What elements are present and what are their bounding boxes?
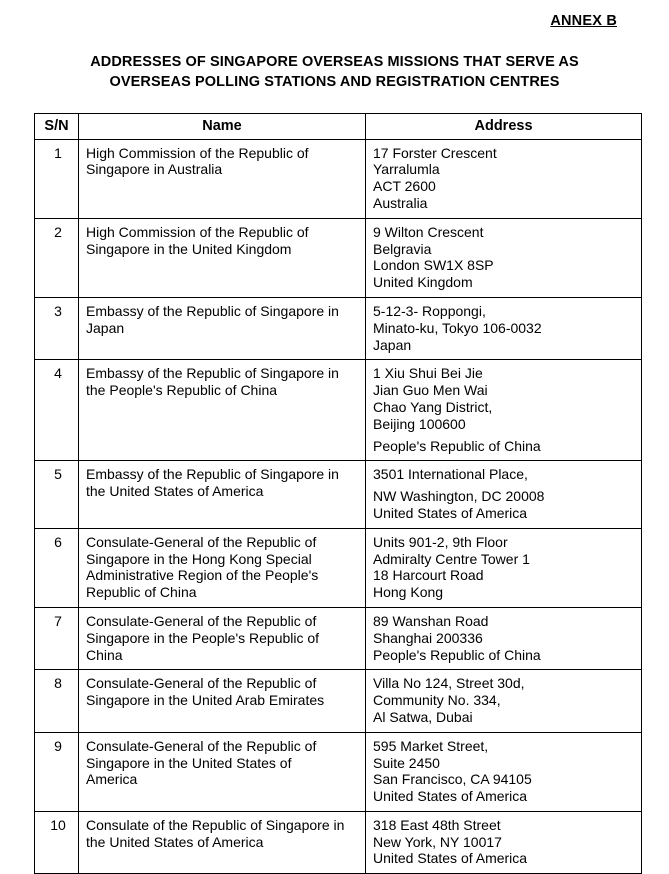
table-row (35, 461, 642, 528)
address-paragraph: 595 Market Street, Suite 2450 San Francisco, CA 94105 United States of America (373, 737, 532, 805)
address-paragraph: 318 East 48th Street New York, NY 10017 United States of America (373, 816, 528, 867)
column-header-sn: S/N (35, 113, 79, 139)
mission-name-cell: Consulate-General of the Republic of Singapore in the United Arab Emirates (79, 670, 366, 732)
table-row (35, 297, 642, 359)
address-paragraph: 17 Forster Crescent Yarralumla ACT 2600 Australia (373, 144, 497, 211)
mission-address-cell (366, 811, 642, 873)
serial-number-cell: 8 (35, 670, 79, 732)
mission-address-cell (366, 461, 642, 528)
missions-table (34, 113, 642, 874)
address-paragraph: 89 Wanshan Road Shanghai 200336 People's Republic of China (373, 612, 541, 663)
document-title-line-2: OVERSEAS POLLING STATIONS AND REGISTRATION CENTRES (109, 74, 560, 91)
address-paragraph: Units 901-2, 9th Floor Admiralty Centre Tower 1 18 Harcourt Road Hong Kong (373, 533, 530, 601)
serial-number-cell: 6 (35, 528, 79, 607)
mission-address-cell (366, 528, 642, 607)
table-row (35, 607, 642, 669)
serial-number-cell: 3 (35, 297, 79, 359)
address-paragraph: 1 Xiu Shui Bei Jie Jian Guo Men Wai Chao Yang District, Beijing 100600 (373, 365, 493, 432)
document-title-line-1: ADDRESSES OF SINGAPORE OVERSEAS MISSIONS THAT SERVE AS (90, 54, 579, 70)
mission-name-cell: High Commission of the Republic of Singapore in Australia (79, 139, 366, 218)
mission-address-cell (366, 670, 642, 732)
table-row (35, 670, 642, 732)
serial-number-cell: 7 (35, 607, 79, 669)
mission-name-cell: High Commission of the Republic of Singapore in the United Kingdom (79, 218, 366, 297)
serial-number-cell: 9 (35, 732, 79, 811)
mission-name-cell: Consulate-General of the Republic of Singapore in the Hong Kong Special Administrative Region of the People's Republic of China (79, 528, 366, 607)
mission-address-cell (366, 732, 642, 811)
address-paragraph: People's Republic of China (373, 437, 541, 454)
mission-address-cell (366, 607, 642, 669)
address-paragraph: 9 Wilton Crescent Belgravia London SW1X 8SP United Kingdom (373, 223, 494, 291)
table-row (35, 811, 642, 873)
serial-number-cell: 4 (35, 360, 79, 461)
mission-address-cell (366, 218, 642, 297)
mission-address-cell (366, 297, 642, 359)
mission-name-cell: Embassy of the Republic of Singapore in Japan (79, 297, 366, 359)
column-header-name: Name (79, 113, 366, 139)
mission-name-cell: Consulate-General of the Republic of Singapore in the United States of America (79, 732, 366, 811)
table-row (35, 218, 642, 297)
mission-name-cell: Consulate-General of the Republic of Singapore in the People's Republic of China (79, 607, 366, 669)
serial-number-cell: 10 (35, 811, 79, 873)
address-paragraph: Villa No 124, Street 30d, Community No. 334, Al Satwa, Dubai (373, 675, 525, 725)
mission-address-cell (366, 139, 642, 218)
table-row (35, 732, 642, 811)
serial-number-cell: 1 (35, 139, 79, 218)
mission-address-cell (366, 360, 642, 461)
address-paragraph: 5-12-3- Roppongi, Minato-ku, Tokyo 106-0032 Japan (373, 302, 542, 353)
annex-label: ANNEX B (550, 13, 617, 29)
address-paragraph: 3501 International Place, (373, 466, 528, 483)
column-header-address: Address (366, 113, 642, 139)
mission-name-cell: Embassy of the Republic of Singapore in the People's Republic of China (79, 360, 366, 461)
table-header-row (35, 113, 642, 139)
serial-number-cell: 5 (35, 461, 79, 528)
table-row (35, 360, 642, 461)
table-header (35, 113, 642, 139)
table-row (35, 528, 642, 607)
mission-name-cell: Embassy of the Republic of Singapore in the United States of America (79, 461, 366, 528)
mission-name-cell: Consulate of the Republic of Singapore in the United States of America (79, 811, 366, 873)
document-title (0, 52, 669, 93)
table-body (35, 139, 642, 874)
address-paragraph: NW Washington, DC 20008 United States of America (373, 488, 545, 521)
serial-number-cell: 2 (35, 218, 79, 297)
table-row (35, 139, 642, 218)
